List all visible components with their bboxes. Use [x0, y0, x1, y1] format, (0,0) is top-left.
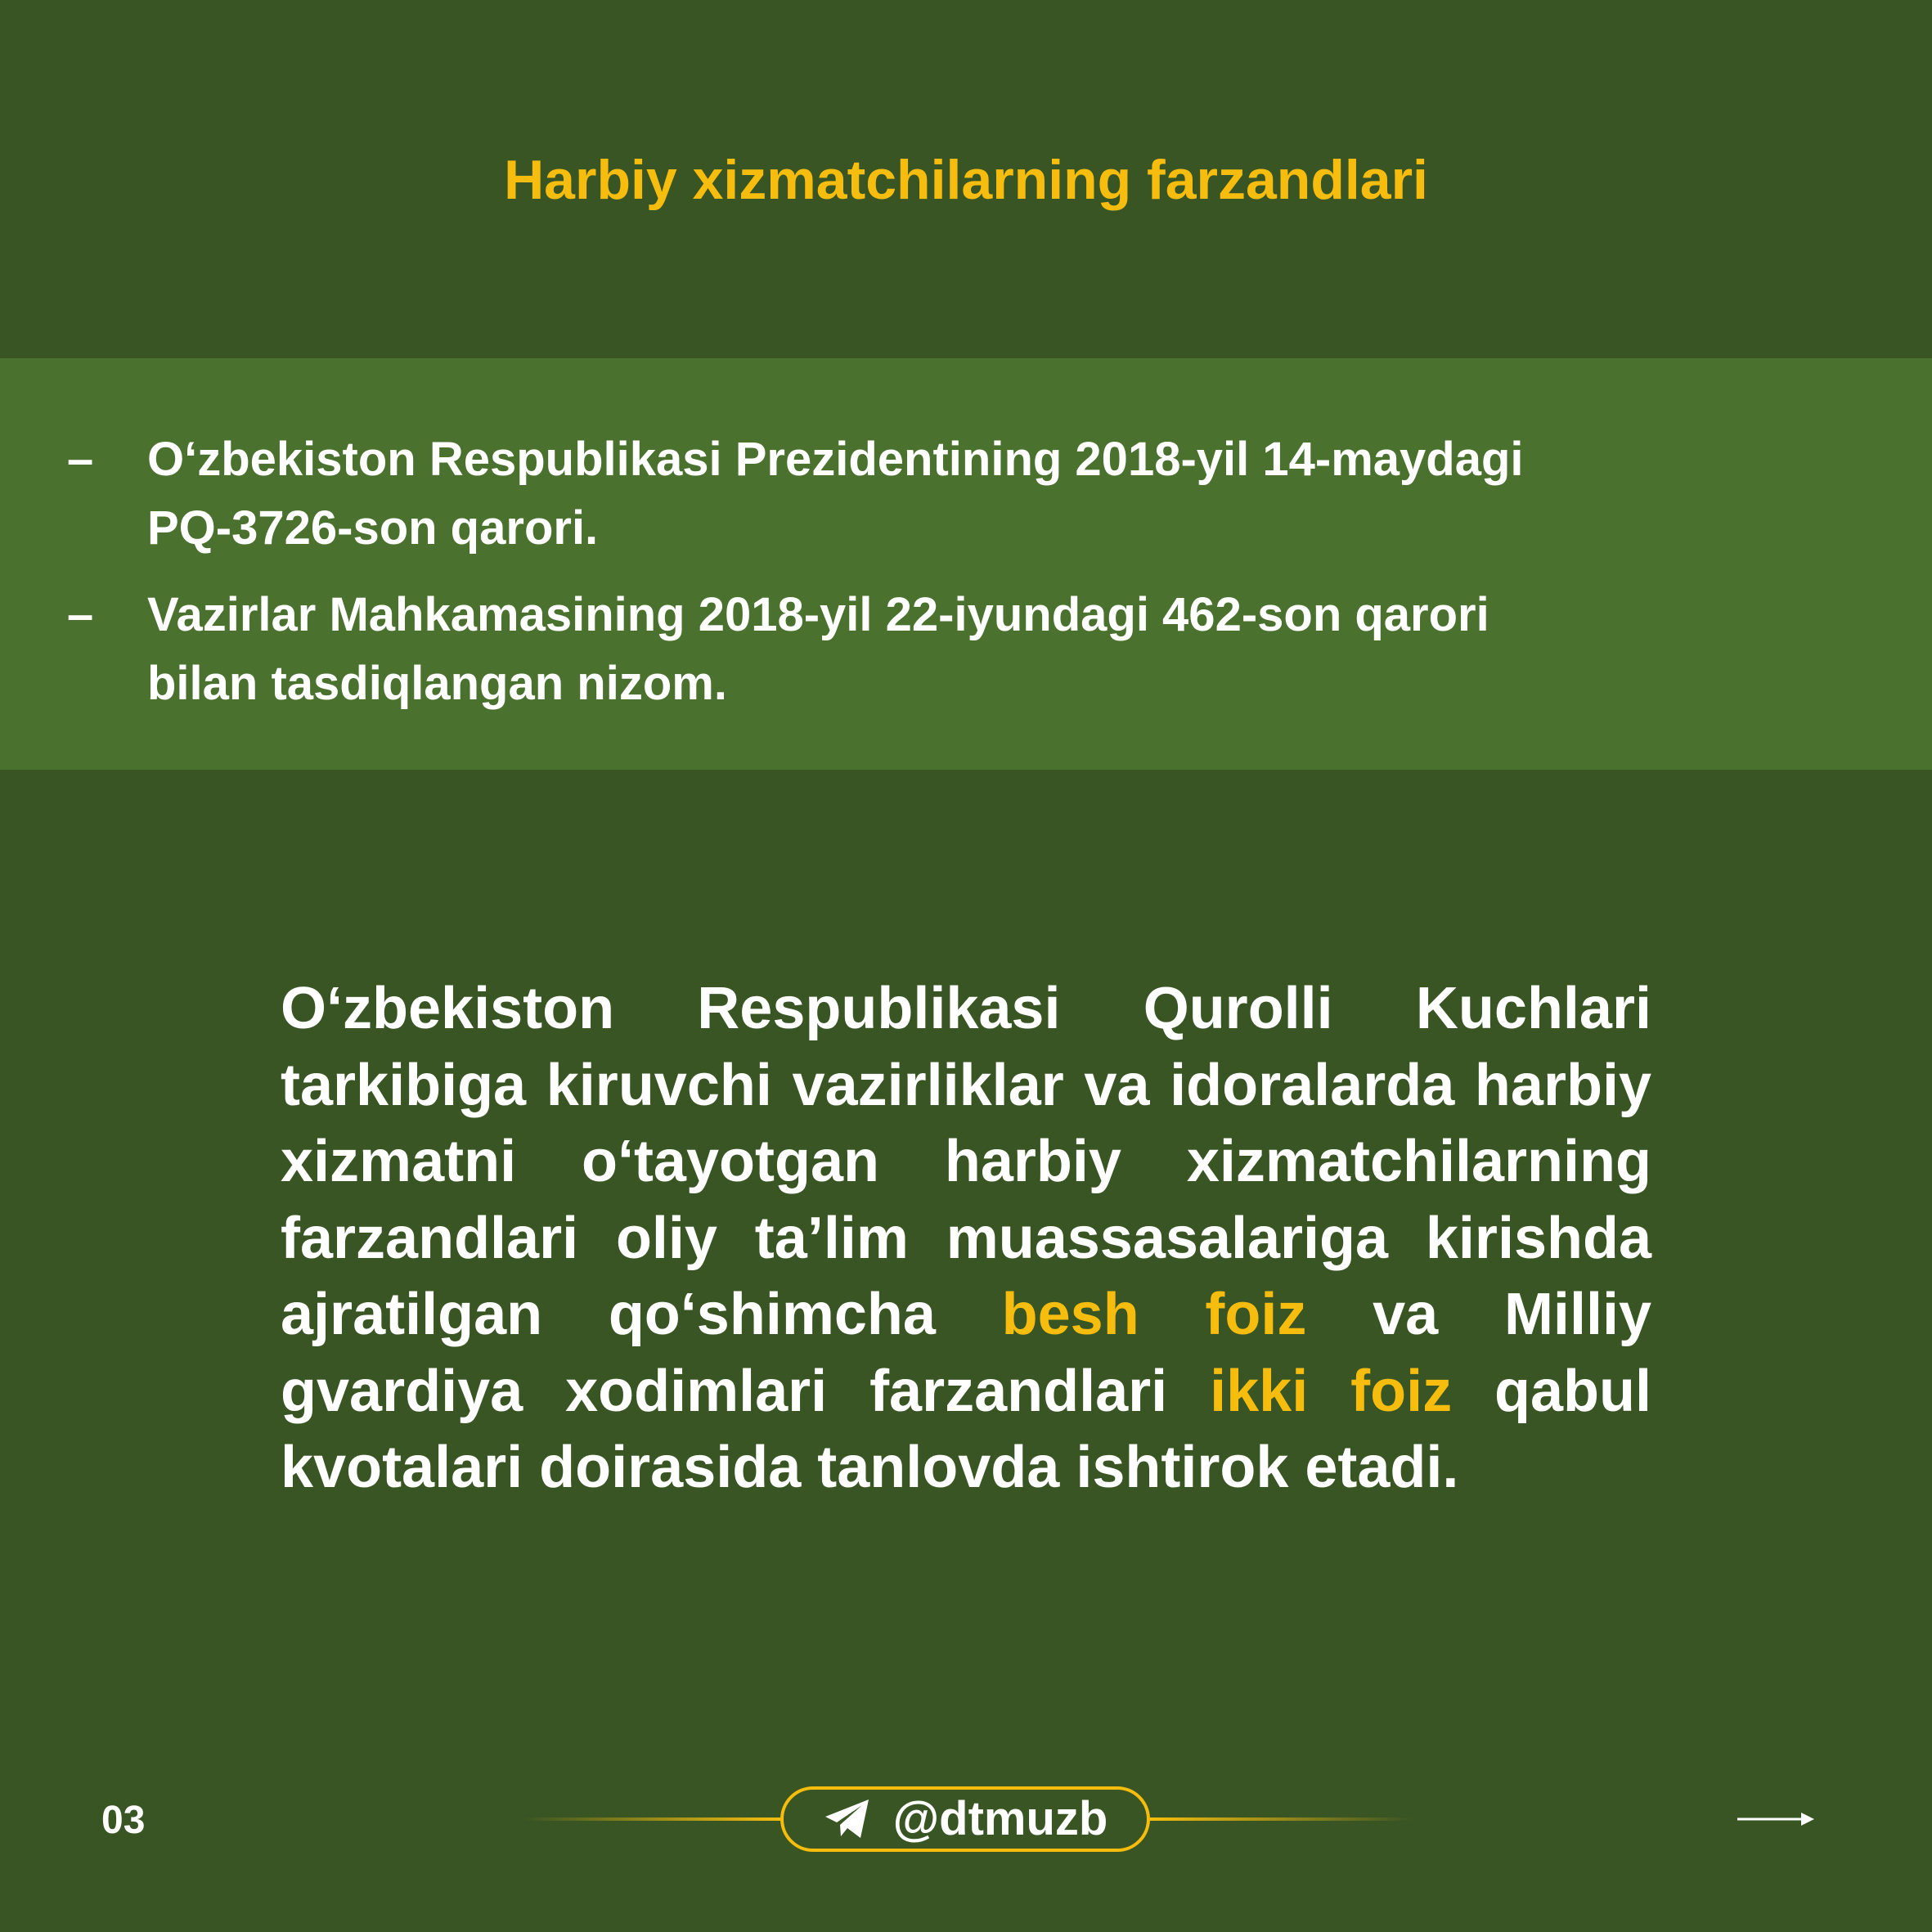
list-item-text: [147, 425, 1685, 563]
highlight-two-percent: ikki foiz: [1210, 1358, 1453, 1424]
list-item-text: [147, 581, 1685, 718]
bullet-dash: –: [67, 433, 94, 486]
telegram-handle-link[interactable]: [780, 1786, 1150, 1852]
footer-divider-right: [1150, 1817, 1412, 1821]
arrow-right-icon[interactable]: [1736, 1809, 1816, 1829]
paragraph-text: O‘zbekiston Respublikasi Qurolli Kuchlari tarkibiga kiruvchi vazirliklar va idoralarda harbiy xizmatni o‘tayotgan harbiy xizmatchilarning farzandlari oliy ta’lim muassasalariga kirishda ajratilgan qo‘shimcha: [281, 976, 1651, 1347]
list-item-line: PQ-3726-son qarori.: [147, 501, 599, 555]
paragraph-text: qabul kvotalari doirasida tanlovda ishtirok etadi.: [281, 1358, 1651, 1500]
paragraph-text: va Milliy gvardiya xodimlari farzandlari: [281, 1282, 1651, 1424]
list-item-line: bilan tasdiqlangan nizom.: [147, 657, 727, 710]
telegram-handle: @dtmuzb: [892, 1792, 1108, 1845]
legal-basis-band: [0, 358, 1932, 770]
page-number: 03: [101, 1799, 146, 1842]
bullet-dash: –: [67, 588, 94, 641]
telegram-icon: [823, 1797, 872, 1841]
list-item-line: O‘zbekiston Respublikasi Prezidentining 2018-yil 14-maydagi: [147, 433, 1524, 486]
page-title: Harbiy xizmatchilarning farzandlari: [504, 149, 1428, 211]
highlight-five-percent: besh foiz: [1001, 1282, 1307, 1347]
main-paragraph: [281, 971, 1651, 1507]
footer-divider-left: [523, 1817, 780, 1821]
list-item-line: Vazirlar Mahkamasining 2018-yil 22-iyundagi 462-son qarori: [147, 588, 1489, 641]
